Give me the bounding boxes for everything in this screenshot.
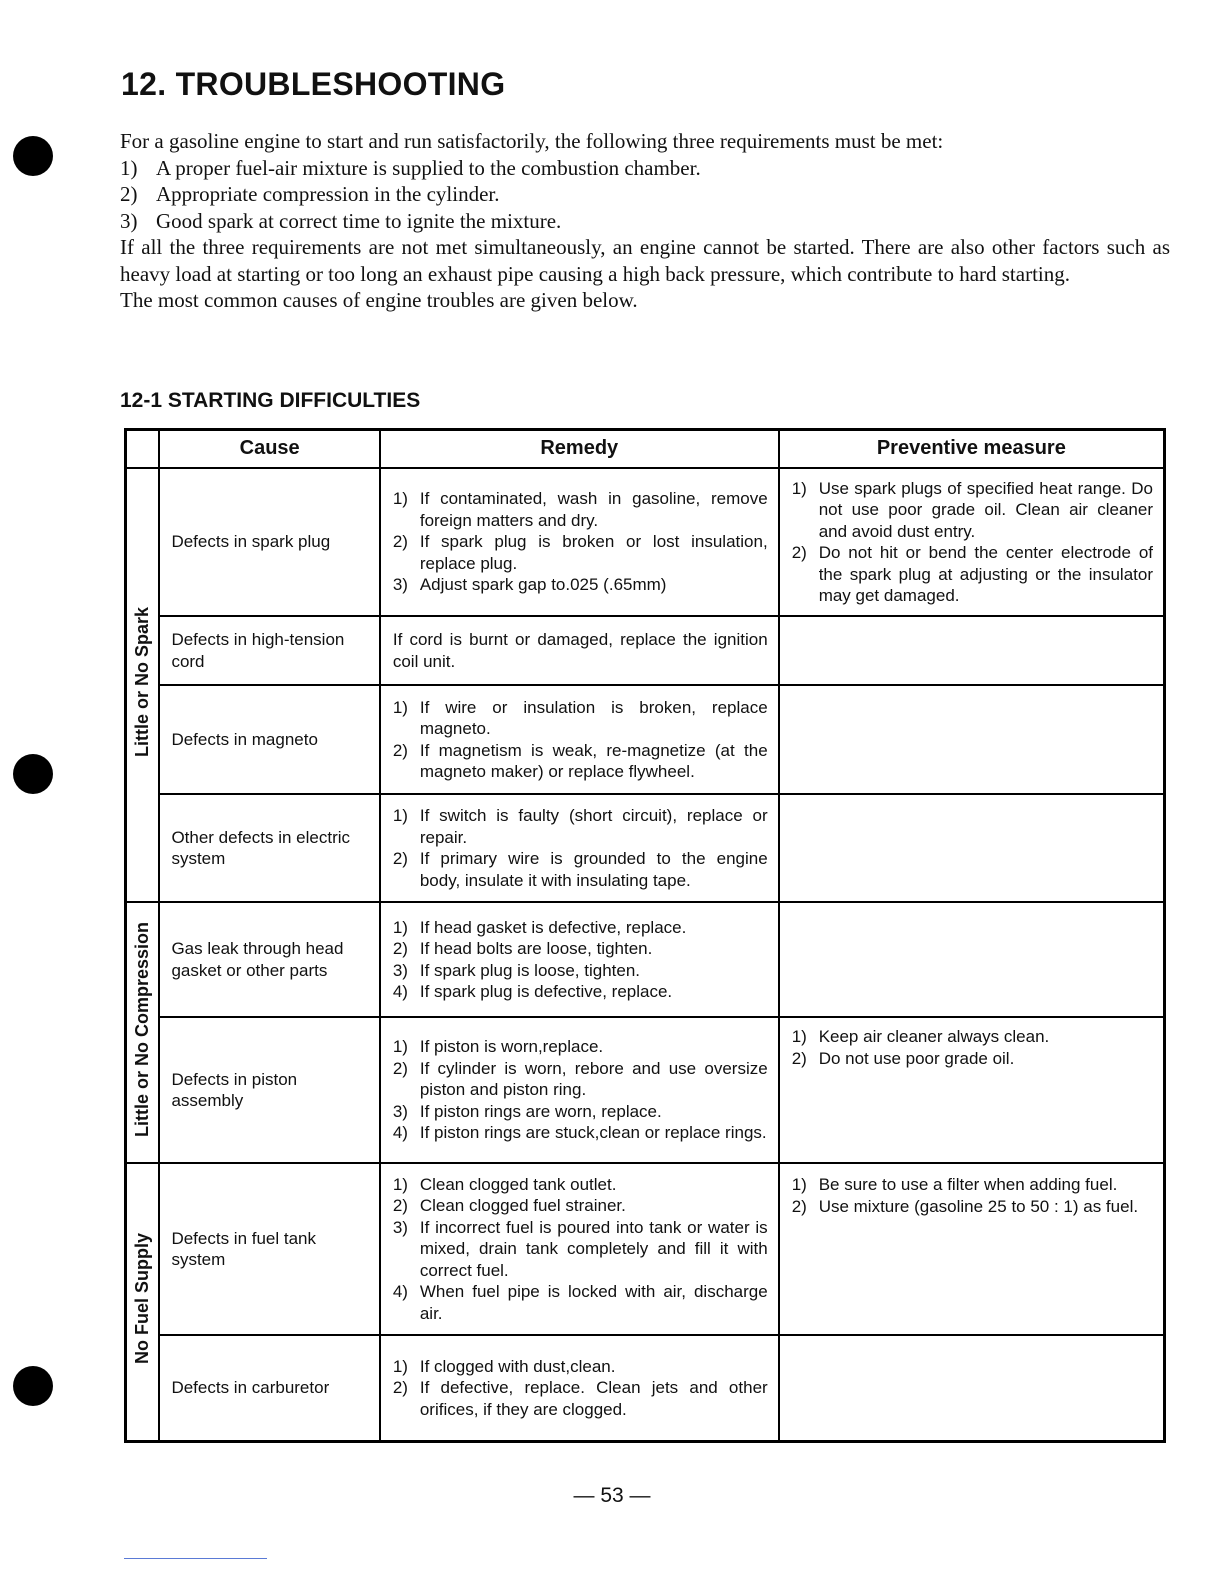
group-label-no-spark: Little or No Spark [126,468,160,902]
intro-body: If all the three requirements are not met simultaneously, an engine cannot be started. There are also other factors such as heavy load at starting or too long an exhaust pipe causing a high back pressure, which contribute to hard starting. [120,235,1170,286]
preventive-cell: 1) Be sure to use a filter when adding fuel. 2) Use mixture (gasoline 25 to 50 : 1) as fuel. [779,1163,1165,1335]
remedy-cell: 1) Clean clogged tank outlet. 2) Clean clogged fuel strainer. 3) If incorrect fuel is poured into tank or water is mixed, drain tank completely and fill it with correct fuel. 4) When fuel pipe is locked with air, discharge air. [380,1163,779,1335]
table-row [126,794,1165,902]
remedy-cell: 1) If head gasket is defective, replace. 2) If head bolts are loose, tighten. 3) If spark plug is loose, tighten. 4) If spark plug is defective, replace. [380,902,779,1017]
cause-cell: Defects in magneto [159,685,379,794]
remedy-cell: 1) If contaminated, wash in gasoline, remove foreign matters and dry. 2) If spark plug is broken or lost insulation, replace plug. 3) Adjust spark gap to.025 (.65mm) [380,468,779,616]
cause-cell: Defects in high-tension cord [159,616,379,685]
cause-cell: Defects in spark plug [159,468,379,616]
binder-hole-bottom [13,1366,53,1406]
cause-cell: Defects in carburetor [159,1335,379,1441]
group-header-blank [126,430,160,469]
remedy-cell: 1) If piston is worn,replace. 2) If cylinder is worn, rebore and use oversize piston and piston ring. 3) If piston rings are worn, replace. 4) If piston rings are stuck,clean or replace rings. [380,1017,779,1163]
preventive-cell [779,685,1165,794]
intro-text [120,128,1170,314]
binder-hole-top [13,136,53,176]
table-header-row [126,430,1165,469]
intro-tail: The most common causes of engine troubles are given below. [120,288,638,312]
preventive-cell [779,1335,1165,1441]
table-row [126,1163,1165,1335]
intro-lead: For a gasoline engine to start and run satisfactorily, the following three requirements must be met: [120,129,944,153]
table-row [126,468,1165,616]
table-row [126,902,1165,1017]
header-cause: Cause [159,430,379,469]
remedy-cell: If cord is burnt or damaged, replace the ignition coil unit. [380,616,779,685]
binder-hole-middle [13,754,53,794]
troubleshooting-table [124,428,1166,1443]
cause-cell: Defects in fuel tank system [159,1163,379,1335]
remedy-cell: 1) If switch is faulty (short circuit), replace or repair. 2) If primary wire is grounded to the engine body, insulate it with insulating tape. [380,794,779,902]
section-title: 12-1 STARTING DIFFICULTIES [120,389,421,412]
table-row [126,1335,1165,1441]
group-label-no-compression: Little or No Compression [126,902,160,1163]
cause-cell: Defects in piston assembly [159,1017,379,1163]
page-title: 12. TROUBLESHOOTING [121,66,506,102]
preventive-cell [779,794,1165,902]
header-preventive: Preventive measure [779,430,1165,469]
preventive-cell: 1) Use spark plugs of specified heat range. Do not use poor grade oil. Clean air cleaner and avoid dust entry. 2) Do not hit or bend the center electrode of the spark plug at adjusting or the insulator may get damaged. [779,468,1165,616]
table-row [126,685,1165,794]
remedy-cell: 1) If clogged with dust,clean. 2) If defective, replace. Clean jets and other orifices, if they are clogged. [380,1335,779,1441]
preventive-cell [779,616,1165,685]
cause-cell: Gas leak through head gasket or other parts [159,902,379,1017]
preventive-cell: 1) Keep air cleaner always clean. 2) Do not use poor grade oil. [779,1017,1165,1163]
table-row [126,1017,1165,1163]
table-row [126,616,1165,685]
preventive-cell [779,902,1165,1017]
page-number: — 53 — [573,1484,651,1507]
requirement-item: 1) A proper fuel-air mixture is supplied to the combustion chamber. [120,155,701,180]
header-remedy: Remedy [380,430,779,469]
requirement-item: 3) Good spark at correct time to ignite the mixture. [120,208,562,233]
remedy-cell: 1) If wire or insulation is broken, replace magneto. 2) If magnetism is weak, re-magnetize (at the magneto maker) or replace flywheel. [380,685,779,794]
requirement-item: 2) Appropriate compression in the cylinder. [120,182,500,206]
cause-cell: Other defects in electric system [159,794,379,902]
footer-rule [124,1558,267,1559]
group-label-no-fuel: No Fuel Supply [126,1163,160,1441]
